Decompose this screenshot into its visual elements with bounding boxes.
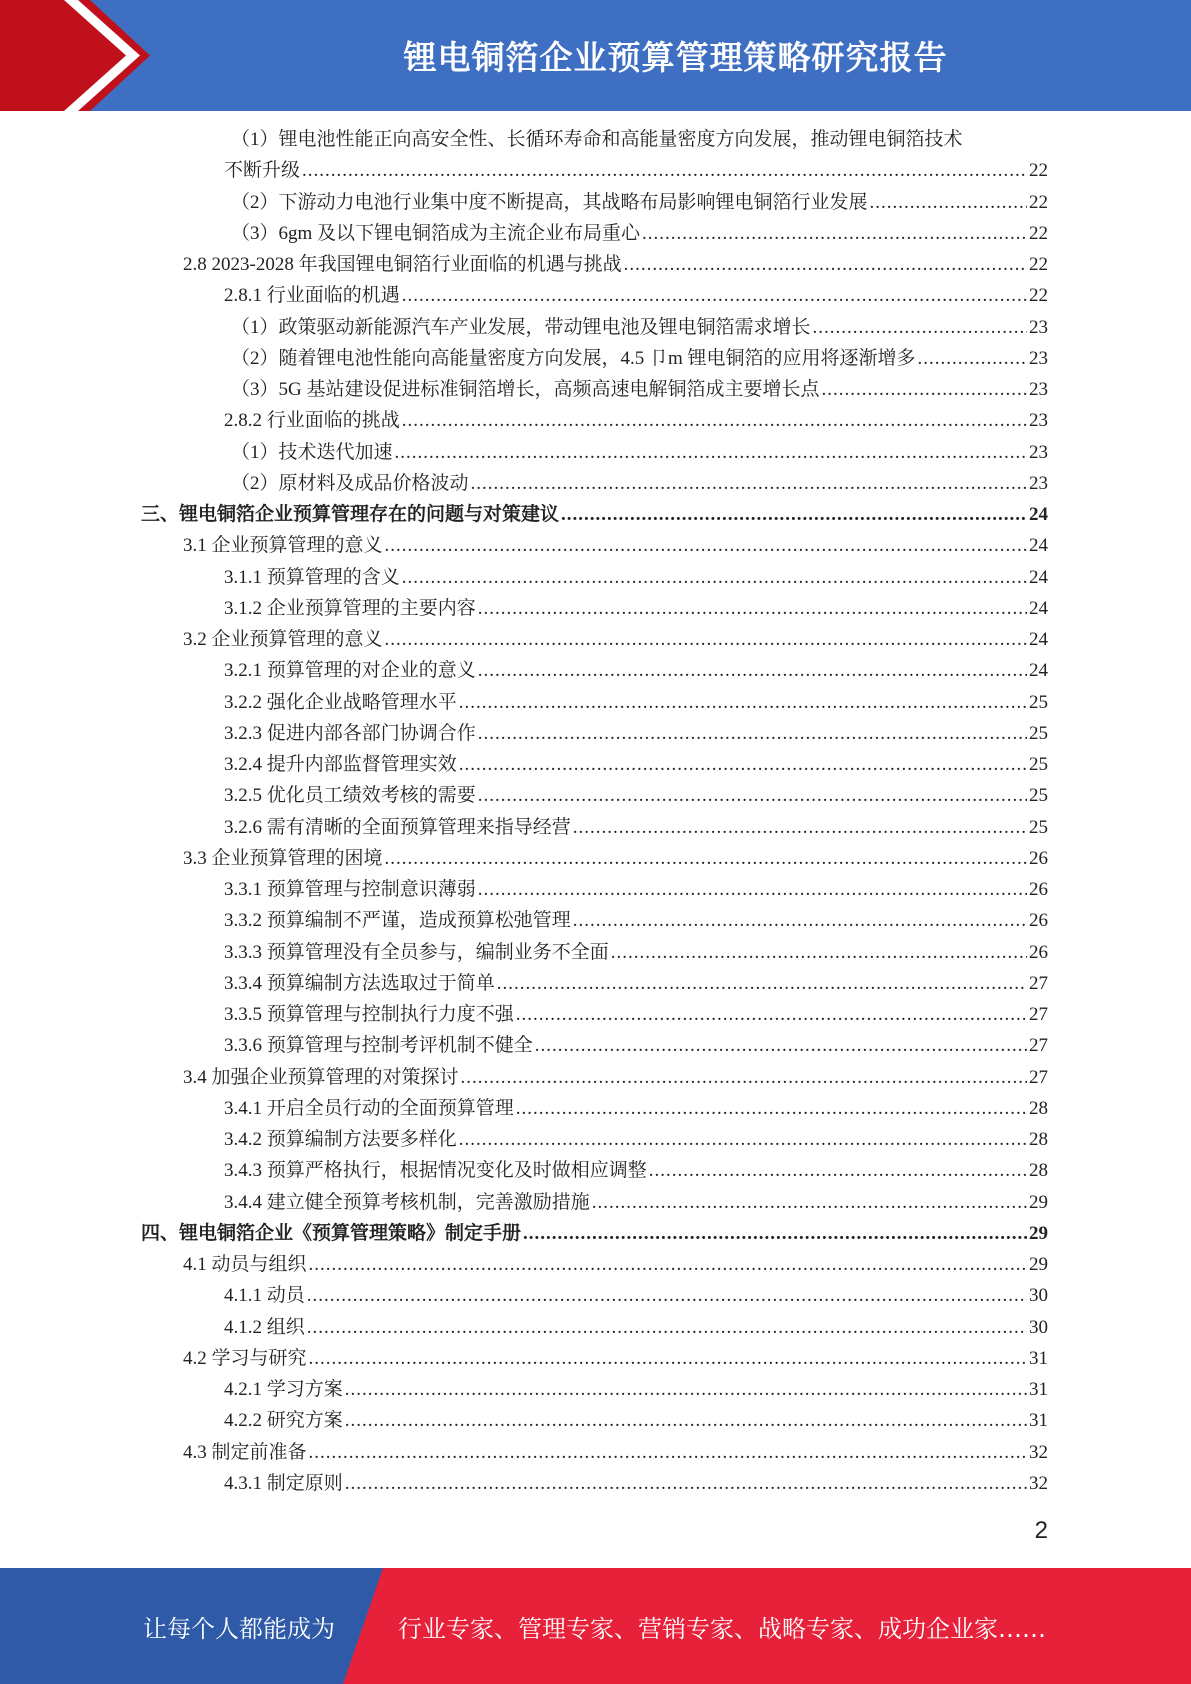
toc-entry[interactable]: [0, 218, 1191, 249]
toc-leader-dots: [918, 343, 1027, 374]
toc-entry[interactable]: [0, 1187, 1191, 1218]
toc-entry-page: 27: [1029, 1004, 1048, 1025]
toc-entry-page: 24: [1029, 597, 1048, 619]
toc-entry-title: 3.4.3 预算严格执行，根据情况变化及时做相应调整: [224, 1160, 647, 1182]
toc-entry-title: 3.2.4 提升内部监督管理实效: [224, 754, 457, 775]
toc-entry-page: 22: [1029, 160, 1048, 182]
toc-entry[interactable]: [0, 343, 1191, 374]
toc-entry-title: 3.4 加强企业预算管理的对策探讨: [183, 1066, 459, 1088]
toc-entry[interactable]: [0, 280, 1191, 311]
toc-entry-page: 26: [1029, 941, 1048, 963]
toc-entry[interactable]: [0, 312, 1191, 343]
toc-entry-title: （1）锂电池性能正向高安全性、长循环寿命和高能量密度方向发展，推动锂电铜箔技术: [231, 129, 963, 150]
toc-leader-dots: [573, 905, 1027, 936]
toc-leader-dots: [821, 374, 1027, 405]
toc-leader-dots: [642, 218, 1027, 249]
toc-entry-page: 26: [1029, 847, 1048, 869]
toc-entry[interactable]: [0, 1343, 1191, 1374]
toc-entry[interactable]: [0, 718, 1191, 749]
toc-leader-dots: [402, 562, 1027, 593]
toc-entry-title: （3）6gm 及以下锂电铜箔成为主流企业布局重心: [231, 222, 641, 244]
toc-entry-page: 31: [1029, 1379, 1048, 1400]
toc-entry-title: 3.3.6 预算管理与控制考评机制不健全: [224, 1035, 533, 1057]
toc-leader-dots: [385, 624, 1027, 655]
toc-entry-title: 3.3.2 预算编制不严谨，造成预算松弛管理: [224, 910, 571, 932]
toc-leader-dots: [402, 280, 1027, 311]
toc-entry[interactable]: [0, 1280, 1191, 1311]
toc-entry-title: 3.2 企业预算管理的意义: [183, 629, 383, 650]
toc-entry-page: 28: [1029, 1160, 1048, 1182]
toc-entry-page: 30: [1029, 1285, 1048, 1307]
toc-leader-dots: [592, 1187, 1027, 1218]
footer-banner: [0, 1568, 1191, 1684]
toc-entry-title: 3.4.2 预算编制方法要多样化: [224, 1129, 457, 1150]
footer-slogan-left: 让每个人都能成为: [143, 1614, 335, 1643]
toc-entry[interactable]: [0, 249, 1191, 280]
toc-entry-page: 29: [1029, 1254, 1048, 1275]
toc-entry[interactable]: [0, 1312, 1191, 1343]
toc-leader-dots: [345, 1468, 1027, 1499]
toc-leader-dots: [402, 405, 1027, 436]
toc-entry-title: （2）随着锂电池性能向高能量密度方向发展，4.5 卩m 锂电铜箔的应用将逐渐增多: [231, 347, 916, 369]
toc-entry-page: 22: [1029, 285, 1048, 307]
toc-leader-dots: [385, 843, 1027, 874]
toc-leader-dots: [395, 437, 1027, 468]
toc-leader-dots: [870, 187, 1027, 218]
toc-entry-page: 28: [1029, 1129, 1048, 1150]
toc-entry-page: 32: [1029, 1441, 1048, 1463]
toc-entry-title: 3.2.5 优化员工绩效考核的需要: [224, 785, 476, 807]
toc-entry[interactable]: [0, 1062, 1191, 1093]
toc-entry-title: 3.1 企业预算管理的意义: [183, 535, 383, 557]
report-title: 锂电铜箔企业预算管理策略研究报告: [403, 38, 948, 77]
toc-leader-dots: [459, 749, 1027, 780]
toc-entry-title: 2.8.2 行业面临的挑战: [224, 410, 400, 432]
toc-entry-title: 不断升级: [224, 160, 301, 182]
toc-entry[interactable]: [0, 562, 1191, 593]
toc-entry-title: （3）5G 基站建设促进标准铜箔增长，高频高速电解铜箔成主要增长点: [231, 379, 820, 400]
toc-entry-title: 4.2.1 学习方案: [224, 1379, 343, 1400]
toc-entry-title: 四、锂电铜箔企业《预算管理策略》制定手册: [141, 1222, 522, 1244]
toc-entry-title: 4.3 制定前准备: [183, 1441, 307, 1463]
toc-entry[interactable]: [0, 968, 1191, 999]
toc-entry-page: 31: [1029, 1347, 1048, 1369]
toc-entry-title: 3.2.2 强化企业战略管理水平: [224, 691, 457, 713]
toc-entry-page: 24: [1029, 535, 1048, 557]
toc-leader-dots: [624, 249, 1027, 280]
toc-entry-page: 27: [1029, 1035, 1048, 1057]
toc-entry-title: 2.8 2023-2028 年我国锂电铜箔行业面临的机遇与挑战: [183, 254, 622, 275]
toc-entry-page: 29: [1029, 1191, 1048, 1213]
toc-entry-title: 3.3.4 预算编制方法选取过于简单: [224, 972, 495, 994]
toc-entry[interactable]: [0, 1218, 1191, 1249]
toc-leader-dots: [345, 1374, 1027, 1405]
toc-leader-dots: [385, 530, 1027, 561]
toc-entry[interactable]: [0, 812, 1191, 843]
toc-entry-title: 3.3.1 预算管理与控制意识薄弱: [224, 879, 476, 900]
table-of-contents: [0, 124, 1191, 1499]
toc-entry[interactable]: [0, 468, 1191, 499]
toc-leader-dots: [497, 968, 1027, 999]
toc-entry[interactable]: [0, 374, 1191, 405]
toc-entry[interactable]: [0, 405, 1191, 436]
toc-entry[interactable]: [0, 1155, 1191, 1186]
toc-entry[interactable]: [0, 1468, 1191, 1499]
toc-entry-title: 4.2 学习与研究: [183, 1347, 307, 1369]
footer-slogan-right: 行业专家、管理专家、营销专家、战略专家、成功企业家……: [398, 1614, 1046, 1643]
toc-entry-page: 25: [1029, 754, 1048, 775]
toc-leader-dots: [459, 687, 1027, 718]
toc-entry[interactable]: [0, 437, 1191, 468]
toc-entry-title: 3.3 企业预算管理的困境: [183, 847, 383, 869]
toc-leader-dots: [516, 999, 1027, 1030]
toc-entry[interactable]: [0, 1124, 1191, 1155]
toc-entry-page: 23: [1029, 347, 1048, 369]
toc-entry-title: 3.2.3 促进内部各部门协调合作: [224, 722, 476, 744]
toc-entry[interactable]: [0, 874, 1191, 905]
toc-entry-title: 4.3.1 制定原则: [224, 1472, 343, 1494]
toc-entry-title: 3.1.1 预算管理的含义: [224, 566, 400, 588]
toc-entry-title: （2）原材料及成品价格波动: [231, 472, 469, 494]
toc-entry[interactable]: [0, 124, 1191, 155]
toc-entry-page: 26: [1029, 879, 1048, 900]
toc-leader-dots: [461, 1062, 1027, 1093]
toc-entry-title: 4.1.1 动员: [224, 1285, 305, 1307]
toc-entry-title: 4.2.2 研究方案: [224, 1410, 343, 1432]
toc-leader-dots: [302, 155, 1027, 186]
toc-leader-dots: [478, 718, 1027, 749]
toc-leader-dots: [573, 812, 1027, 843]
toc-entry[interactable]: [0, 1437, 1191, 1468]
toc-entry[interactable]: [0, 530, 1191, 561]
toc-entry-page: 30: [1029, 1316, 1048, 1338]
toc-leader-dots: [459, 1124, 1027, 1155]
toc-leader-dots: [345, 1405, 1027, 1436]
toc-entry-title: 4.1 动员与组织: [183, 1254, 307, 1275]
toc-entry[interactable]: [0, 780, 1191, 811]
toc-entry-page: 28: [1029, 1097, 1048, 1119]
toc-entry-title: 三、锂电铜箔企业预算管理存在的问题与对策建议: [141, 504, 560, 525]
toc-leader-dots: [478, 874, 1027, 905]
toc-entry-title: （1）技术迭代加速: [231, 441, 393, 463]
toc-leader-dots: [307, 1312, 1027, 1343]
toc-entry-page: 22: [1029, 254, 1048, 275]
toc-entry-page: 25: [1029, 816, 1048, 838]
toc-leader-dots: [523, 1218, 1027, 1249]
toc-entry-title: （2）下游动力电池行业集中度不断提高，其战略布局影响锂电铜箔行业发展: [231, 191, 868, 213]
toc-leader-dots: [813, 312, 1027, 343]
toc-entry[interactable]: [0, 187, 1191, 218]
toc-entry-title: 3.3.5 预算管理与控制执行力度不强: [224, 1004, 514, 1025]
toc-entry-page: 23: [1029, 316, 1048, 338]
toc-entry-page: 24: [1029, 504, 1048, 525]
toc-entry[interactable]: [0, 937, 1191, 968]
toc-entry-page: 25: [1029, 785, 1048, 807]
toc-leader-dots: [309, 1343, 1027, 1374]
toc-entry-page: 25: [1029, 722, 1048, 744]
toc-entry[interactable]: [0, 905, 1191, 936]
toc-entry-page: 24: [1029, 629, 1048, 650]
toc-entry-title: 2.8.1 行业面临的机遇: [224, 285, 400, 307]
toc-entry-page: 24: [1029, 660, 1048, 682]
toc-entry-page: 22: [1029, 191, 1048, 213]
toc-entry-page: 23: [1029, 379, 1048, 400]
toc-entry[interactable]: [0, 749, 1191, 780]
toc-entry[interactable]: [0, 655, 1191, 686]
toc-leader-dots: [478, 655, 1027, 686]
toc-entry-page: 23: [1029, 441, 1048, 463]
toc-entry[interactable]: [0, 1030, 1191, 1061]
toc-leader-dots: [561, 499, 1027, 530]
toc-entry-title: 3.4.1 开启全员行动的全面预算管理: [224, 1097, 514, 1119]
toc-entry-title: 3.3.3 预算管理没有全员参与，编制业务不全面: [224, 941, 609, 963]
toc-leader-dots: [307, 1280, 1027, 1311]
toc-entry[interactable]: [0, 499, 1191, 530]
toc-entry-page: 31: [1029, 1410, 1048, 1432]
toc-leader-dots: [516, 1093, 1027, 1124]
toc-leader-dots: [535, 1030, 1027, 1061]
toc-leader-dots: [649, 1155, 1027, 1186]
toc-entry-title: 3.2.1 预算管理的对企业的意义: [224, 660, 476, 682]
toc-entry-page: 23: [1029, 472, 1048, 494]
toc-leader-dots: [478, 780, 1027, 811]
toc-entry[interactable]: [0, 624, 1191, 655]
toc-entry-title: 3.2.6 需有清晰的全面预算管理来指导经营: [224, 816, 571, 838]
toc-leader-dots: [611, 937, 1027, 968]
toc-leader-dots: [309, 1249, 1027, 1280]
toc-entry-page: 26: [1029, 910, 1048, 932]
toc-entry[interactable]: [0, 1093, 1191, 1124]
toc-entry[interactable]: [0, 999, 1191, 1030]
toc-entry-title: 4.1.2 组织: [224, 1316, 305, 1338]
toc-entry-title: 3.4.4 建立健全预算考核机制，完善激励措施: [224, 1191, 590, 1213]
toc-entry-title: 3.1.2 企业预算管理的主要内容: [224, 597, 476, 619]
toc-entry[interactable]: [0, 593, 1191, 624]
toc-leader-dots: [309, 1437, 1027, 1468]
toc-entry[interactable]: [0, 155, 1191, 186]
toc-entry[interactable]: [0, 1249, 1191, 1280]
page-number: 2: [1034, 1517, 1048, 1544]
toc-entry-page: 29: [1029, 1222, 1048, 1244]
report-header: [0, 0, 1191, 111]
toc-entry[interactable]: [0, 843, 1191, 874]
toc-entry-page: 24: [1029, 566, 1048, 588]
chevron-arrow-icon: [0, 0, 170, 111]
toc-entry-title: （1）政策驱动新能源汽车产业发展，带动锂电池及锂电铜箔需求增长: [231, 316, 811, 338]
toc-entry-page: 23: [1029, 410, 1048, 432]
toc-leader-dots: [478, 593, 1027, 624]
toc-entry-page: 32: [1029, 1472, 1048, 1494]
toc-entry-page: 27: [1029, 1066, 1048, 1088]
toc-entry[interactable]: [0, 1374, 1191, 1405]
toc-leader-dots: [471, 468, 1027, 499]
toc-entry-page: 25: [1029, 691, 1048, 713]
toc-entry[interactable]: [0, 687, 1191, 718]
toc-entry-page: 27: [1029, 972, 1048, 994]
toc-entry[interactable]: [0, 1405, 1191, 1436]
toc-entry-page: 22: [1029, 222, 1048, 244]
